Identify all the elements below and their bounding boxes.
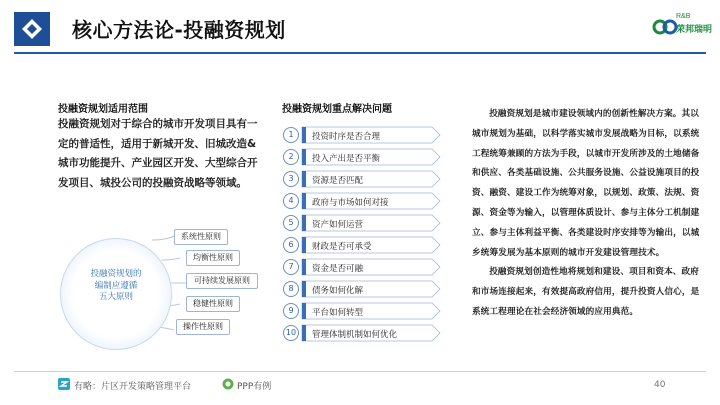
principle-operability: 操作性原则 bbox=[176, 319, 230, 335]
problem-number-10: 10 bbox=[283, 325, 299, 341]
problem-item-9: 平台如何转型 bbox=[312, 308, 364, 318]
ppp-logo-icon bbox=[222, 378, 234, 390]
problem-number-7: 7 bbox=[283, 259, 299, 275]
scope-body-text: 投融资规划对于综合的城市开发项目具有一定的普适性，适用于新城开发、旧城改造&城市功能提升、产业园区开发、大型综合开发项目、城投公司的投融资战略等领域。 bbox=[58, 118, 258, 189]
problem-item-4: 政府与市场如何对接 bbox=[312, 198, 389, 208]
problem-item-10: 管理体制机制如何优化 bbox=[312, 330, 398, 340]
page-title: 核心方法论-投融资规划 bbox=[72, 18, 286, 42]
principle-sustainable: 可持续发展原则 bbox=[186, 273, 258, 289]
problem-item-3: 资源是否匹配 bbox=[312, 176, 364, 186]
footer-ppp-text: PPP有例 bbox=[237, 382, 272, 392]
problem-item-1: 投资时序是否合理 bbox=[312, 132, 381, 142]
problem-item-5: 资产如何运营 bbox=[312, 220, 364, 230]
problem-number-8: 8 bbox=[283, 281, 299, 297]
problem-item-7: 资金是否可融 bbox=[312, 264, 364, 274]
definition-paragraph-1: 投融资规划是城市建设领域内的创新性解决方案。其以城市规划为基础，以科学落实城市发展战略为目标，以系统工程统筹兼顾的方法为手段，以城市开发所涉及的土地储备和供应、各类基础设施、公共服务设施、公益设施项目的投资、融资、建设工作为统筹对象，以规划、政策、法规、资源、资金等为输入，以管理体质设计、参与主体分工机制建立、参与主体利益平衡、各类建设时序安排等为输出，以城乡统筹发展为基本原则的城市开发建设管理技术。 bbox=[472, 109, 700, 258]
page-number: 40 bbox=[654, 380, 666, 390]
definition-text bbox=[472, 105, 704, 323]
problem-item-8: 债务如何化解 bbox=[312, 286, 364, 296]
header-diamond-icon bbox=[14, 12, 50, 46]
header-divider bbox=[14, 52, 706, 54]
problem-number-1: 1 bbox=[283, 127, 299, 143]
source-logo-icon bbox=[58, 378, 70, 390]
definition-paragraph-2: 投融资规划创造性地将规划和建设、项目和资本、政府和市场连接起来，有效提高政府信用，提升投资人信心，是系统工程理论在社会经济领域的应用典范。 bbox=[472, 267, 700, 317]
problem-number-5: 5 bbox=[283, 215, 299, 231]
problem-number-6: 6 bbox=[283, 237, 299, 253]
problem-number-3: 3 bbox=[283, 171, 299, 187]
logo-text-top: R&B bbox=[676, 13, 691, 20]
problem-number-4: 4 bbox=[283, 193, 299, 209]
principle-systematic: 系统性原则 bbox=[174, 229, 228, 245]
problem-number-2: 2 bbox=[283, 149, 299, 165]
principle-stability: 稳健性原则 bbox=[186, 296, 240, 312]
problems-list bbox=[282, 124, 457, 344]
principle-balance: 均衡性原则 bbox=[186, 250, 240, 266]
problem-item-6: 财政是否可承受 bbox=[312, 242, 372, 252]
footer-source-text: 有略：片区开发策略管理平台 bbox=[74, 382, 192, 392]
principles-center-text: 投融资规划的 编制应遵循 五大原则 bbox=[90, 269, 142, 302]
scope-section-title: 投融资规划适用范围 bbox=[58, 104, 148, 115]
problem-number-9: 9 bbox=[283, 303, 299, 319]
problems-section-title: 投融资规划重点解决问题 bbox=[282, 104, 392, 115]
footer-divider bbox=[14, 371, 706, 372]
problem-item-2: 投入产出是否平衡 bbox=[312, 154, 381, 164]
logo-text-bottom: 荣邦瑞明 bbox=[676, 25, 713, 35]
